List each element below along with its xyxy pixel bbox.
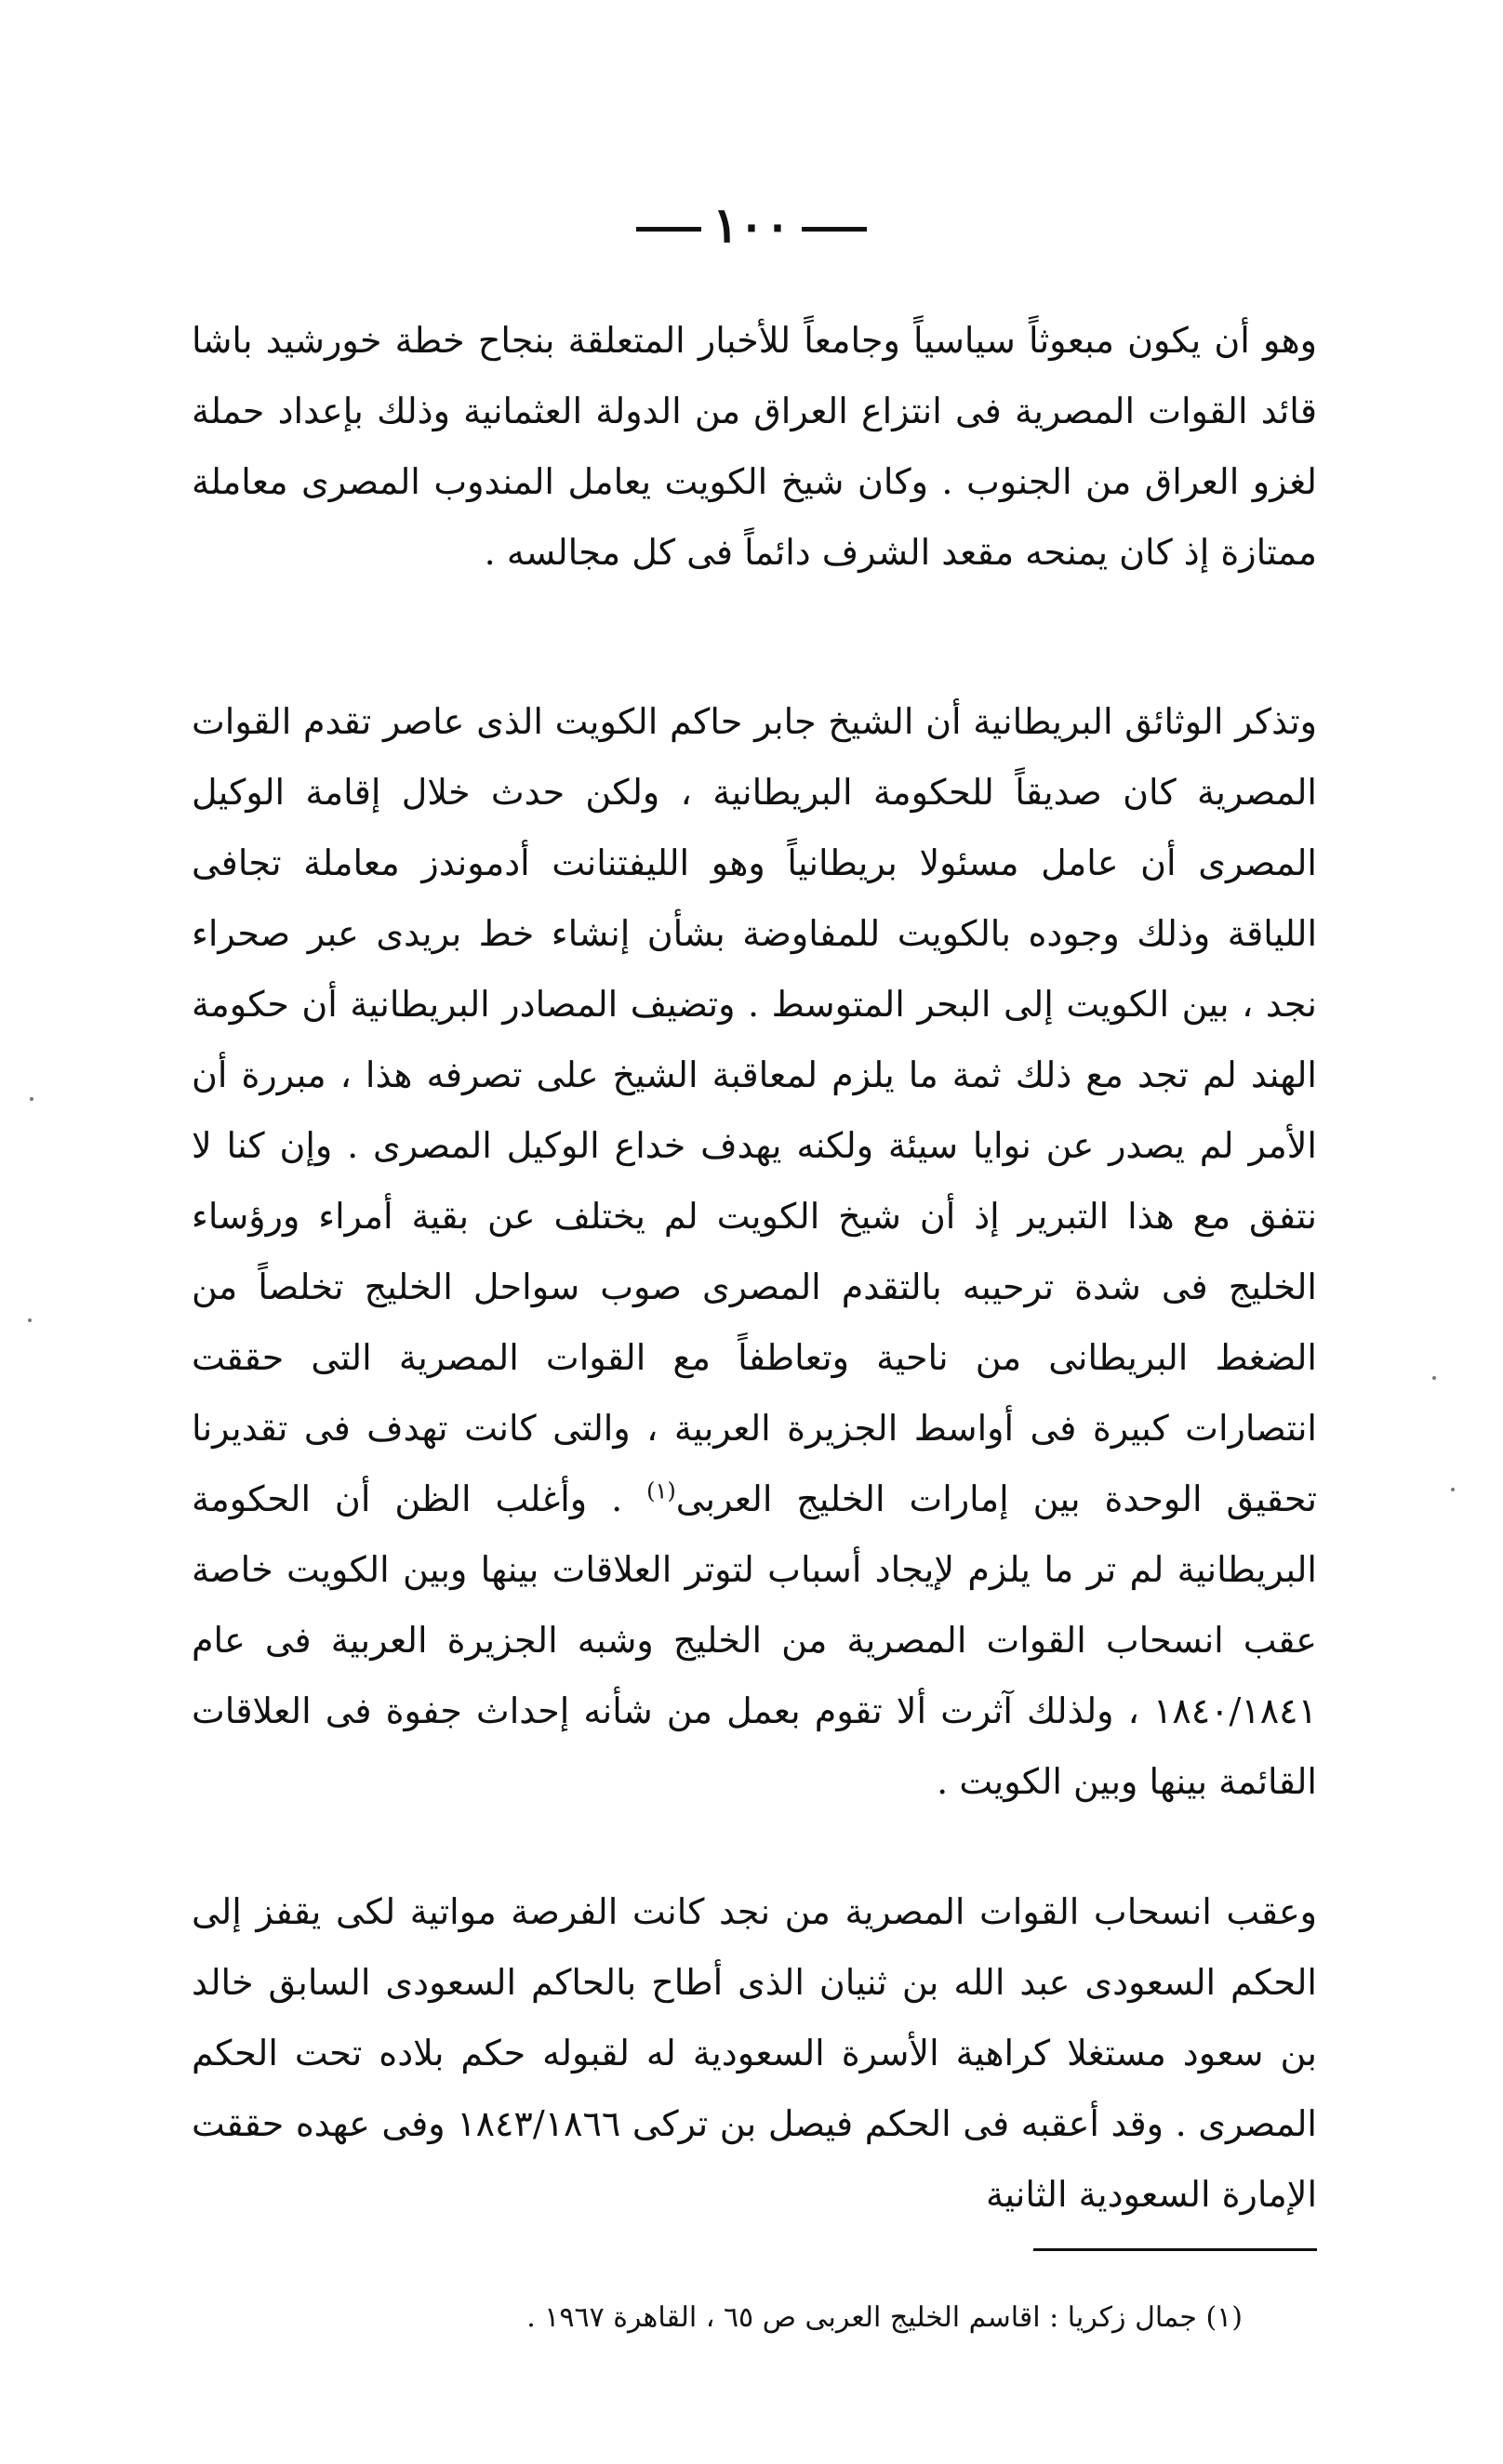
paragraph-3-text: وعقب انسحاب القوات المصرية من نجد كانت الفرصة مواتية لكى يقفز إلى الحكم السعودى عبد الله بن ثنيان الذى أطاح بالحاكم السعودى السابق خالد بن سعود مستغلا كراهية الأسرة السعودية له لقبوله حكم بلاده تحت الحكم المصرى . وقد أعقبه فى الحكم فيصل بن تركى ١٨٤٣/١٨٦٦ وفى عهده حققت الإمارة السعودية الثانية: [192, 1891, 1317, 2215]
paragraph-2-text-part-2: . وأغلب الظن أن الحكومة البريطانية لم تر ما يلزم لإيجاد أسباب لتوتر العلاقات بينها وبين الكويت خاصة عقب انسحاب القوات المصرية من الخليج وشبه الجزيرة العربية فى عام ١٨٤٠/١٨٤١ ، ولذلك آثرت ألا تقوم بعمل من شأنه إحداث جفوة فى العلاقات القائمة بينها وبين الكويت .: [192, 1478, 1317, 1802]
scan-speck: [28, 1318, 32, 1322]
page-number-dash-right: [802, 227, 867, 232]
paragraph-3: [192, 1876, 1317, 2230]
footnote-divider: [1033, 2248, 1317, 2251]
page-number: [0, 197, 1503, 254]
paragraph-1: [192, 305, 1317, 588]
paragraph-2-text: [192, 686, 1317, 1817]
paragraph-2: [192, 686, 1317, 1817]
scan-speck: [1432, 1376, 1436, 1380]
page-number-dash-left: [636, 227, 701, 232]
scan-speck: [1451, 1488, 1455, 1491]
page-number-text: ١٠٠: [712, 197, 791, 254]
footnote-reference: (١): [646, 1477, 676, 1504]
scan-speck: [30, 1097, 33, 1101]
paragraph-1-text: وهو أن يكون مبعوثاً سياسياً وجامعاً للأخبار المتعلقة بنجاح خطة خورشيد باشا قائد القوات المصرية فى انتزاع العراق من الدولة العثمانية وذلك بإعداد حملة لغزو العراق من الجنوب . وكان شيخ الكويت يعامل المندوب المصرى معاملة ممتازة إذ كان يمنحه مقعد الشرف دائماً فى كل مجالسه .: [192, 320, 1317, 573]
paragraph-2-text-part-1: وتذكر الوثائق البريطانية أن الشيخ جابر حاكم الكويت الذى عاصر تقدم القوات المصرية كان صديقاً للحكومة البريطانية ، ولكن حدث خلال إقامة الوكيل المصرى أن عامل مسئولا بريطانياً وهو الليفتنانت أدموندز معاملة تجافى اللياقة وذلك وجوده بالكويت للمفاوضة بشأن إنشاء خط بريدى عبر صحراء نجد ، بين الكويت إلى البحر المتوسط . وتضيف المصادر البريطانية أن حكومة الهند لم تجد مع ذلك ثمة ما يلزم لمعاقبة الشيخ على تصرفه هذا ، مبررة أن الأمر لم يصدر عن نوايا سيئة ولكنه يهدف خداع الوكيل المصرى . وإن كنا لا نتفق مع هذا التبرير إذ أن شيخ الكويت لم يختلف عن بقية أمراء ورؤساء الخليج فى شدة ترحيبه بالتقدم المصرى صوب سواحل الخليج تخلصاً من الضغط البريطانى من ناحية وتعاطفاً مع القوات المصرية التى حققت انتصارات كبيرة فى أواسط الجزيرة العربية ، والتى كانت تهدف فى تقديرنا تحقيق الوحدة بين إمارات الخليج العربى: [192, 701, 1317, 1519]
footnote: (١) جمال زكريا : اقاسم الخليج العربى ص ٦٥ ، القاهرة ١٩٦٧ .: [526, 2301, 1243, 2334]
